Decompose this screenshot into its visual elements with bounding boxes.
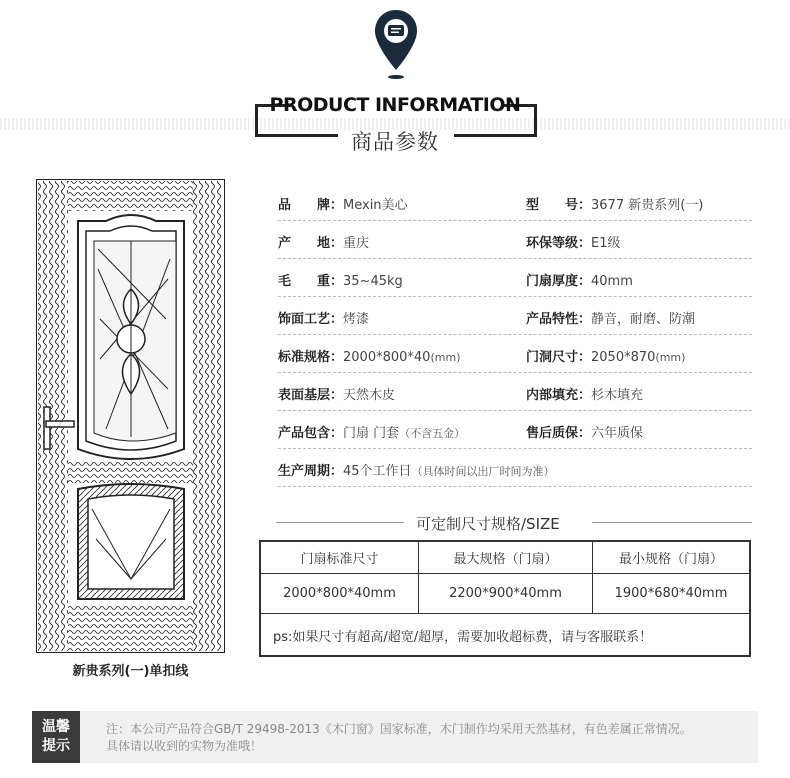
spec-key: 产品特性： xyxy=(526,312,592,327)
spec-table xyxy=(278,183,752,487)
spec-key: 型 号： xyxy=(526,198,592,213)
notice-badge-line2: 提示 xyxy=(42,738,70,754)
spec-note: （不含五金） xyxy=(399,427,466,440)
spec-value: 2000*800*40 xyxy=(343,350,431,365)
spec-key: 售后质保： xyxy=(526,426,592,441)
spec-value: 门扇 门套 xyxy=(343,426,400,441)
spec-value: 2050*870 xyxy=(591,350,656,365)
spec-row xyxy=(278,297,752,335)
size-section-title xyxy=(276,513,752,533)
size-title-text: 可定制尺寸规格/SIZE xyxy=(416,515,560,533)
spec-unit: (mm) xyxy=(655,351,686,364)
title-en: PRODUCT INFORMATION xyxy=(269,94,521,116)
location-pin-icon xyxy=(373,8,419,80)
spec-key: 品 牌： xyxy=(278,198,344,213)
spec-key: 生产周期： xyxy=(278,464,344,479)
size-note: ps:如果尺寸有超高/超宽/超厚，需要加收超标费，请与客服联系！ xyxy=(273,630,653,645)
spec-value: 重庆 xyxy=(343,236,370,251)
spec-key: 内部填充： xyxy=(526,388,592,403)
spec-value: 静音，耐磨、防潮 xyxy=(591,312,696,327)
spec-row xyxy=(278,411,752,449)
spec-key: 产 地： xyxy=(278,236,344,251)
size-header-min: 最小规格（门扇） xyxy=(618,552,723,567)
size-value-max: 2200*900*40mm xyxy=(419,574,593,613)
footer-notice xyxy=(32,711,758,763)
spec-value: E1级 xyxy=(591,236,621,251)
size-note-row xyxy=(261,614,749,655)
spec-row xyxy=(278,221,752,259)
spec-value: 天然木皮 xyxy=(343,388,396,403)
size-value-min: 1900*680*40mm xyxy=(614,586,728,601)
size-header-standard: 门扇标准尺寸 xyxy=(261,542,419,573)
notice-line1: 注：本公司产品符合GB/T 29498-2013《木门窗》国家标准，木门制作均采用天然基材，有色差属正常情况。 xyxy=(106,722,692,736)
spec-value: Mexin美心 xyxy=(343,198,408,213)
spec-key: 表面基层： xyxy=(278,388,344,403)
spec-value: 40mm xyxy=(591,274,633,289)
spec-value: 45个工作日 xyxy=(343,464,412,479)
notice-text xyxy=(106,721,692,755)
spec-row xyxy=(278,183,752,221)
spec-value: 35~45kg xyxy=(343,274,403,289)
size-table-row xyxy=(261,574,749,614)
door-image xyxy=(36,179,225,653)
spec-key: 标准规格： xyxy=(278,350,344,365)
size-value-standard: 2000*800*40mm xyxy=(261,574,419,613)
spec-key: 环保等级： xyxy=(526,236,592,251)
spec-key: 门洞尺寸： xyxy=(526,350,592,365)
spec-key: 毛 重： xyxy=(278,274,344,289)
spec-note: （具体时间以出厂时间为准） xyxy=(411,465,555,478)
spec-value: 烤漆 xyxy=(343,312,370,327)
spec-key: 门扇厚度： xyxy=(526,274,592,289)
size-table-header xyxy=(261,542,749,574)
title-cn: 商品参数 xyxy=(351,130,439,154)
spec-row xyxy=(278,449,752,487)
size-header-max: 最大规格（门扇） xyxy=(419,542,593,573)
spec-value: 六年质保 xyxy=(591,426,644,441)
spec-row xyxy=(278,259,752,297)
notice-line2: 具体请以收到的实物为准哦！ xyxy=(106,739,263,753)
spec-value: 3677 新贵系列(一) xyxy=(591,198,704,213)
spec-key: 产品包含： xyxy=(278,426,344,441)
notice-badge-line1: 温馨 xyxy=(42,719,70,735)
size-table xyxy=(259,540,751,657)
product-caption: 新贵系列(一)单扣线 xyxy=(72,664,189,679)
spec-unit: (mm) xyxy=(430,351,461,364)
spec-key: 饰面工艺： xyxy=(278,312,344,327)
spec-row xyxy=(278,373,752,411)
spec-value: 杉木填充 xyxy=(591,388,644,403)
notice-badge xyxy=(32,711,80,763)
spec-row xyxy=(278,335,752,373)
